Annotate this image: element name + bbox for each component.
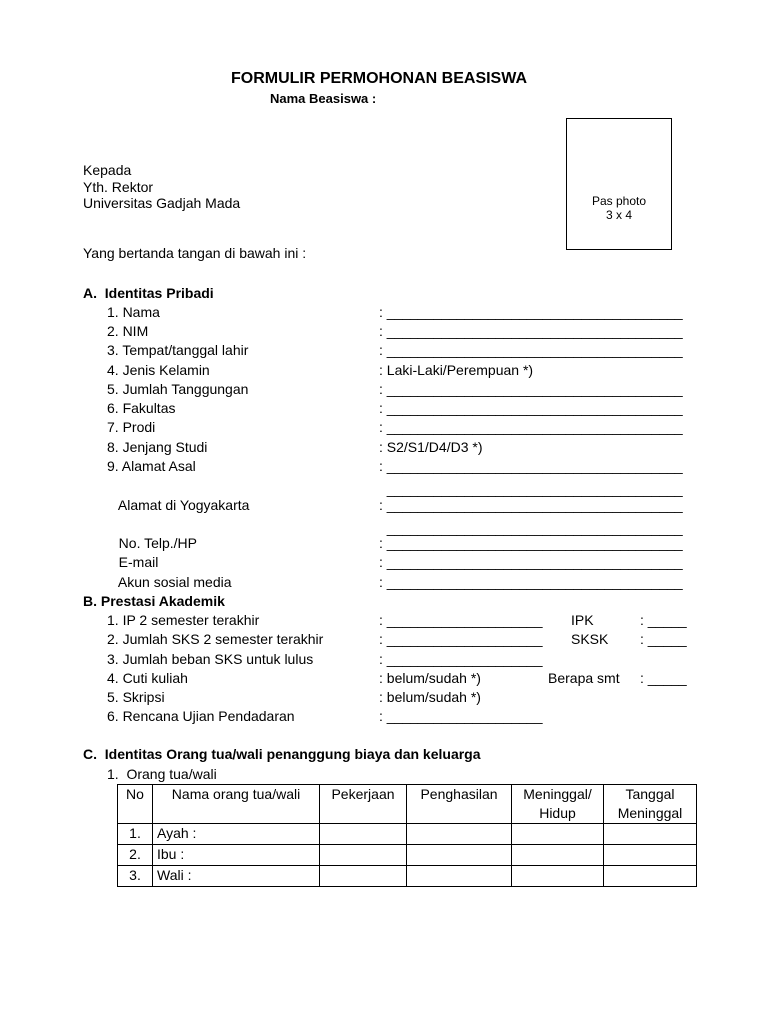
academic-field-label: 2. Jumlah SKS 2 semester terakhir [107,631,324,647]
academic-field-label: 3. Jumlah beban SKS untuk lulus [107,651,314,667]
identity-field-value[interactable]: : ______________________________________ [379,497,683,513]
academic-field-value[interactable]: : ____________________ [379,708,543,724]
identity-field-label: 8. Jenjang Studi [107,439,208,455]
table-cell[interactable] [407,866,512,887]
identity-field-value[interactable]: : ______________________________________ [379,381,683,397]
table-cell[interactable] [407,824,512,845]
identity-field-label: 5. Jumlah Tanggungan [107,381,249,397]
form-title: FORMULIR PERMOHONAN BEASISWA [231,70,527,87]
table-cell[interactable] [407,845,512,866]
table-header-cell: No [118,785,153,824]
identity-field-value[interactable]: : S2/S1/D4/D3 *) [379,439,483,455]
academic-extra-label: SKSK [571,631,609,647]
section-a-title: A. Identitas Pribadi [83,285,214,301]
academic-field-value[interactable]: : ____________________ [379,651,543,667]
section-c-title: C. Identitas Orang tua/wali penanggung biaya dan keluarga [83,746,481,762]
academic-field-label: 6. Rencana Ujian Pendadaran [107,708,295,724]
table-cell[interactable] [512,824,604,845]
academic-extra-value[interactable]: : _____ [640,631,687,647]
photo-label: Pas photo [591,194,647,208]
table-header-cell: Meninggal/ Hidup [512,785,604,824]
table-cell[interactable] [604,845,697,866]
section-b-title: B. Prestasi Akademik [83,593,225,609]
identity-field-label: 3. Tempat/tanggal lahir [107,342,249,358]
academic-field-value[interactable]: : belum/sudah *) [379,689,481,705]
photo-placeholder [566,118,672,250]
academic-field-label: 4. Cuti kuliah [107,670,188,686]
table-cell[interactable] [512,866,604,887]
identity-field-value[interactable]: : ______________________________________ [379,419,683,435]
academic-field-value[interactable]: : belum/sudah *) [379,670,481,686]
academic-extra-label: Berapa smt [548,670,620,686]
identity-field-label: 1. Nama [107,304,160,320]
academic-field-label: 1. IP 2 semester terakhir [107,612,260,628]
table-cell[interactable] [320,866,407,887]
identity-field-value[interactable]: : ______________________________________ [379,535,683,551]
identity-field-label: 9. Alamat Asal [107,458,196,474]
academic-field-value[interactable]: : ____________________ [379,612,543,628]
photo-size-label: 3 x 4 [605,208,632,222]
identity-field-value[interactable]: : ______________________________________ [379,400,683,416]
identity-field-value[interactable]: : ______________________________________ [379,323,683,339]
identity-field-value[interactable]: ______________________________________ [379,481,683,497]
identity-field-value[interactable]: : ______________________________________ [379,554,683,570]
identity-field-value[interactable]: : ______________________________________ [379,458,683,474]
identity-field-label: 7. Prodi [107,419,156,435]
identity-field-label: 4. Jenis Kelamin [107,362,210,378]
table-cell[interactable]: Ayah : [153,824,320,845]
table-cell: 1. [118,824,153,845]
recipient-line-1: Kepada [83,162,132,178]
table-cell[interactable]: Wali : [153,866,320,887]
identity-field-value[interactable]: ______________________________________ [379,520,683,536]
academic-extra-label: IPK [571,612,594,628]
table-cell[interactable] [604,824,697,845]
table-row [118,866,697,887]
table-header-row [118,785,697,824]
table-cell[interactable] [320,845,407,866]
table-header-cell: Pekerjaan [320,785,407,824]
identity-field-value[interactable]: : Laki-Laki/Perempuan *) [379,362,534,378]
table-cell[interactable]: Ibu : [153,845,320,866]
table-cell[interactable] [320,824,407,845]
table-row [118,824,697,845]
recipient-line-2: Yth. Rektor [83,179,154,195]
identity-field-label: No. Telp./HP [107,535,198,551]
table-cell: 2. [118,845,153,866]
identity-field-label: E-mail [107,554,159,570]
academic-extra-value[interactable]: : _____ [640,612,687,628]
identity-field-label: Alamat di Yogyakarta [107,497,250,513]
identity-field-label: Akun sosial media [107,574,232,590]
section-c-subtitle: 1. Orang tua/wali [107,766,217,782]
identity-field-label: 6. Fakultas [107,400,176,416]
recipient-line-3: Universitas Gadjah Mada [83,195,241,211]
table-header-cell: Tanggal Meninggal [604,785,697,824]
intro-text: Yang bertanda tangan di bawah ini : [83,245,307,261]
identity-field-value[interactable]: : ______________________________________ [379,342,683,358]
academic-field-label: 5. Skripsi [107,689,165,705]
parents-table [117,784,697,887]
table-row [118,845,697,866]
table-cell[interactable] [604,866,697,887]
academic-field-value[interactable]: : ____________________ [379,631,543,647]
scholarship-name-label: Nama Beasiswa : [270,91,377,106]
table-cell: 3. [118,866,153,887]
identity-field-label: 2. NIM [107,323,149,339]
identity-field-value[interactable]: : ______________________________________ [379,304,683,320]
academic-extra-value[interactable]: : _____ [640,670,687,686]
table-header-cell: Nama orang tua/wali [153,785,320,824]
table-cell[interactable] [512,845,604,866]
table-header-cell: Penghasilan [407,785,512,824]
identity-field-value[interactable]: : ______________________________________ [379,574,683,590]
